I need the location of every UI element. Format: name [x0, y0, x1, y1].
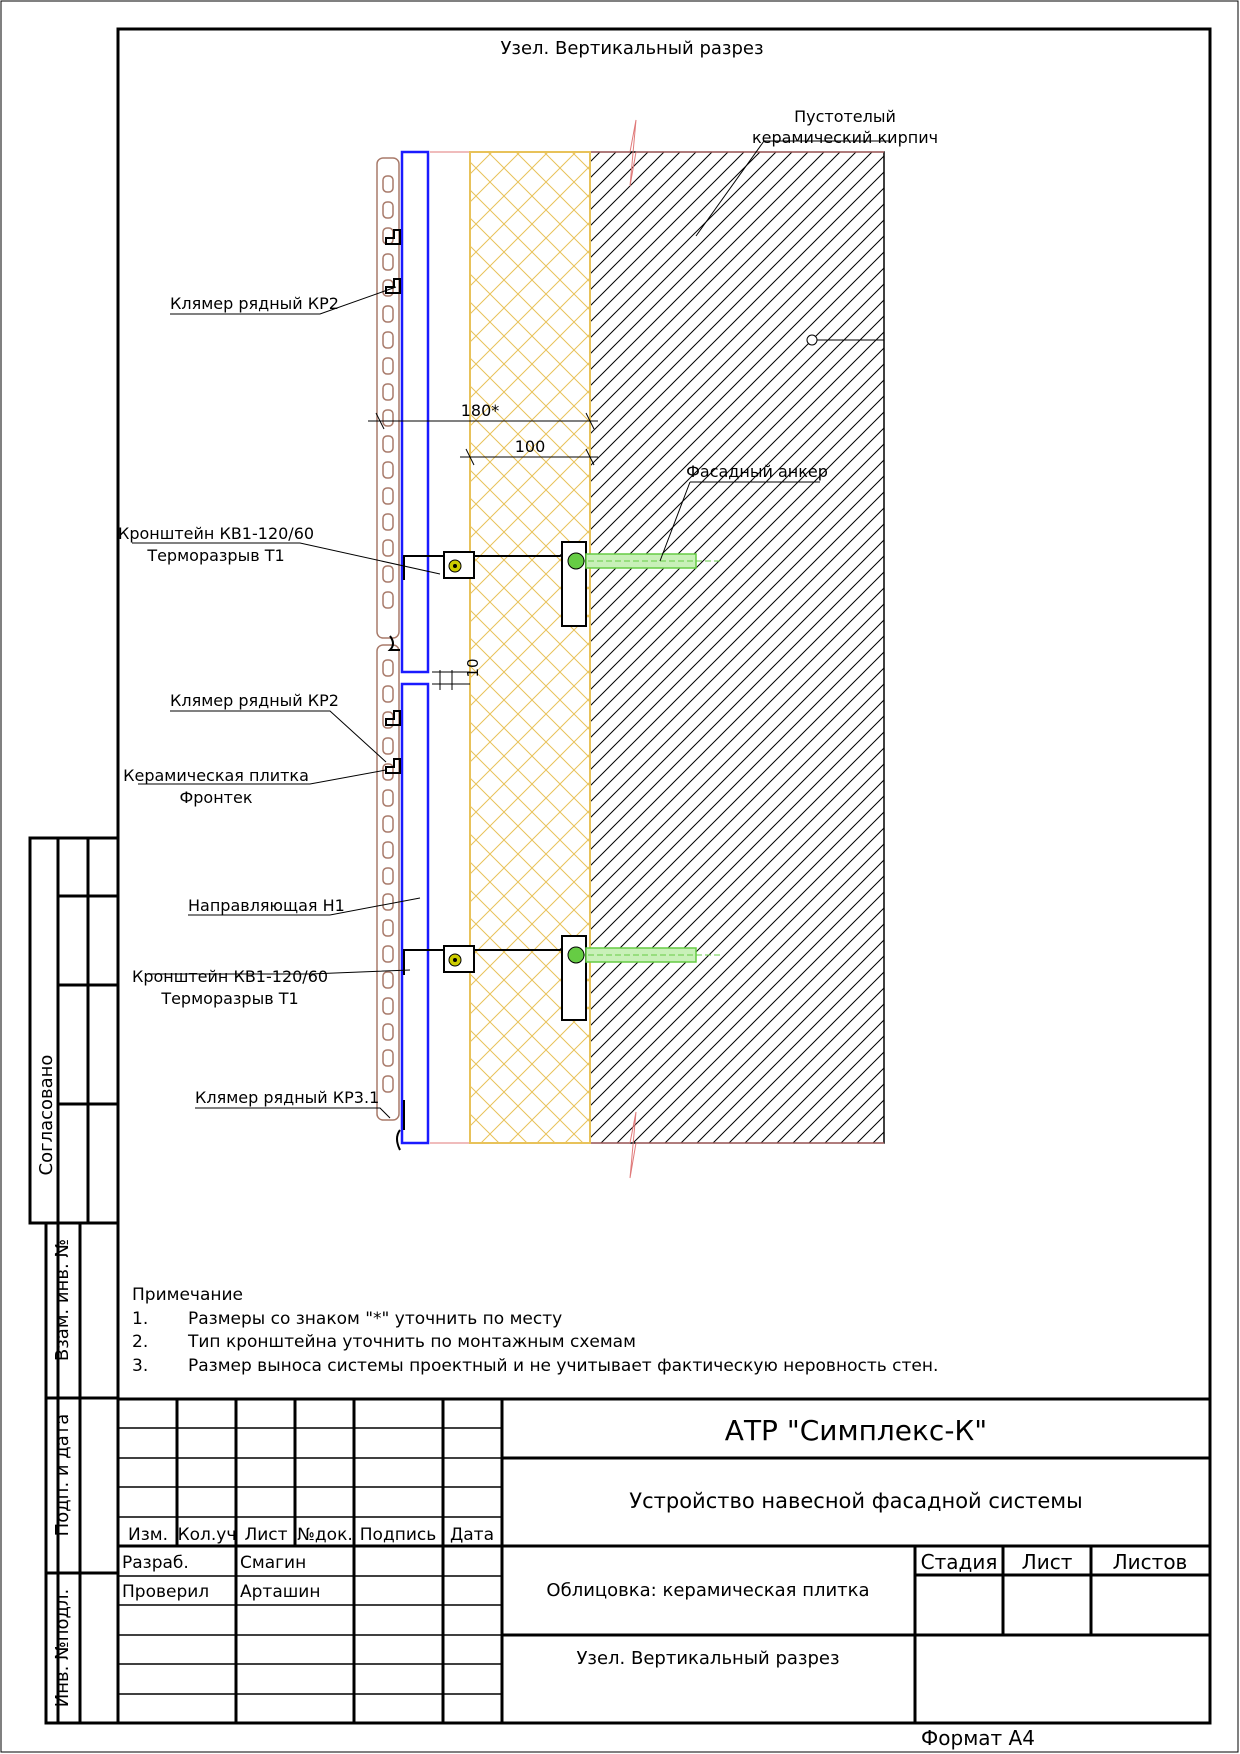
note-3-num: 3. — [132, 1356, 149, 1376]
guide-profile-bottom — [402, 684, 428, 1143]
label-brick-line1: Пустотелый — [794, 107, 896, 126]
header-sheet: Лист — [244, 1525, 288, 1545]
stamp-inv-orig: Инв. №подл. — [52, 1588, 73, 1708]
header-date: Дата — [449, 1525, 495, 1545]
header-sheet-no: Лист — [1021, 1550, 1073, 1574]
project-title: Устройство навесной фасадной системы — [629, 1489, 1083, 1513]
ceramic-tile-column — [377, 158, 399, 1120]
header-doc: №док. — [297, 1525, 353, 1545]
notes-heading: Примечание — [132, 1285, 243, 1305]
header-change: Изм. — [128, 1525, 168, 1545]
label-tile-line2: Фронтек — [179, 788, 253, 807]
name-developer: Смагин — [240, 1553, 307, 1573]
label-anchor: Фасадный анкер — [686, 462, 828, 481]
header-stage: Стадия — [920, 1550, 998, 1574]
header-count: Кол.уч — [177, 1525, 237, 1545]
label-guide: Направляющая Н1 — [188, 896, 345, 915]
label-brick-line2: керамический кирпич — [751, 128, 939, 147]
side-stamp — [30, 838, 118, 1723]
dimension-insulation: 100 — [514, 437, 546, 456]
format-label: Формат А4 — [921, 1726, 1035, 1750]
guide-profile-top — [402, 152, 428, 672]
role-developer: Разраб. — [122, 1553, 189, 1573]
stamp-sign-date: Подп. и дата — [52, 1413, 73, 1537]
sheet-title: Узел. Вертикальный разрез — [576, 1648, 840, 1669]
company-name: АТР "Симплекс-К" — [724, 1414, 988, 1447]
brick-wall — [590, 152, 884, 1143]
header-signature: Подпись — [359, 1525, 437, 1545]
note-1-num: 1. — [132, 1309, 149, 1329]
name-checker: Арташин — [240, 1582, 321, 1602]
role-checker: Проверил — [122, 1582, 210, 1602]
note-1-text: Размеры со знаком "*" уточнить по месту — [188, 1309, 563, 1329]
cladding-title: Облицовка: керамическая плитка — [546, 1580, 870, 1601]
label-bracket-top-line1: Кронштейн КВ1-120/60 — [117, 524, 315, 543]
note-2-text: Тип кронштейна уточнить по монтажным схемам — [188, 1332, 636, 1352]
label-bracket-bot-line1: Кронштейн КВ1-120/60 — [131, 967, 329, 986]
label-tile-line1: Керамическая плитка — [123, 766, 309, 785]
note-3-text: Размер выноса системы проектный и не учитывает фактическую неровность стен. — [188, 1356, 939, 1376]
stamp-inv-replace: Взам. инв. № — [52, 1238, 73, 1362]
label-clamp-kr31: Клямер рядный КР3.1 — [195, 1088, 380, 1107]
label-clamp-kr2-top: Клямер рядный КР2 — [170, 294, 339, 313]
drawing-title: Узел. Вертикальный разрез — [500, 38, 764, 59]
stamp-agreed: Согласовано — [36, 1054, 57, 1176]
label-clamp-kr2-mid: Клямер рядный КР2 — [170, 691, 339, 710]
dimension-gap: 10 — [464, 658, 482, 678]
header-sheets: Листов — [1112, 1550, 1188, 1574]
label-bracket-bot-line2: Терморазрыв Т1 — [161, 989, 299, 1008]
label-bracket-top-line2: Терморазрыв Т1 — [147, 546, 285, 565]
dimension-total: 180* — [460, 401, 500, 420]
note-2-num: 2. — [132, 1332, 149, 1352]
